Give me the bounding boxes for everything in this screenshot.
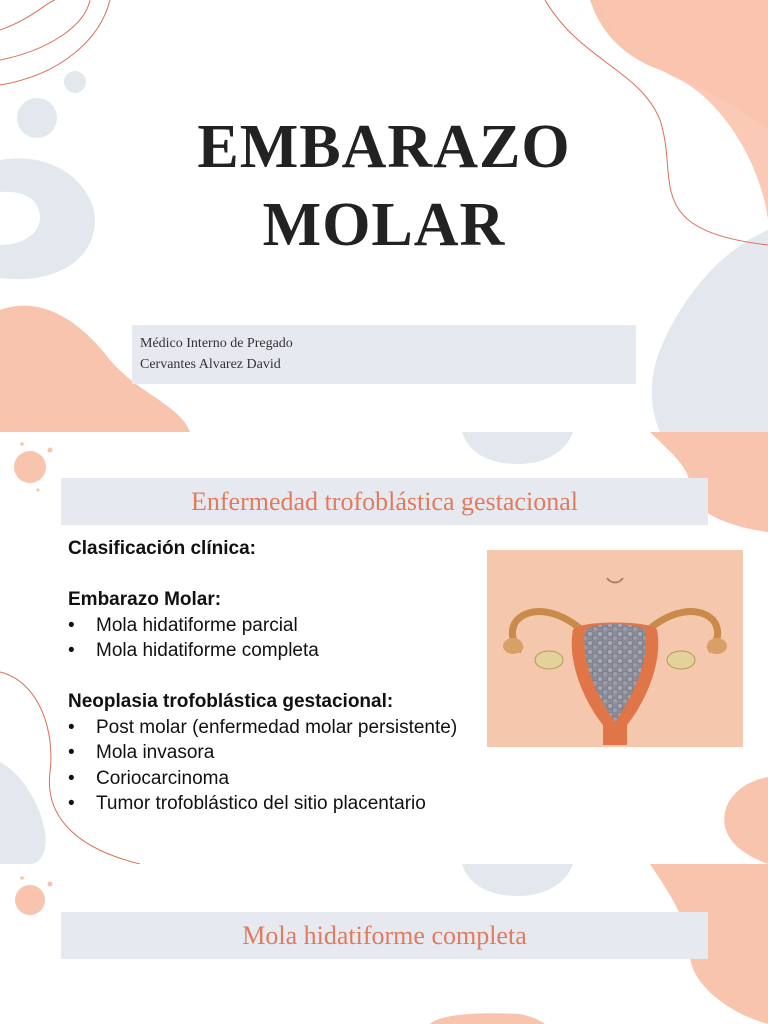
- author-box: [132, 325, 636, 384]
- uterus-molar-illustration: [487, 550, 743, 747]
- list-item: [68, 638, 488, 664]
- spacer: [68, 664, 488, 690]
- classification-heading: Clasificación clínica:: [68, 538, 256, 559]
- neoplasia-heading: Neoplasia trofoblástica gestacional:: [68, 691, 394, 712]
- title-slide: [0, 0, 768, 432]
- list-item: [68, 613, 488, 639]
- list-item: [68, 791, 488, 817]
- list-item-label: Post molar (enfermedad molar persistente): [96, 716, 458, 738]
- bullet-icon: •: [68, 767, 75, 789]
- bullet-icon: •: [68, 640, 75, 661]
- list-item-label: Coriocarcinoma: [96, 767, 230, 789]
- list-item-label: Mola invasora: [96, 742, 215, 763]
- title-line-1: EMBARAZO: [197, 113, 571, 181]
- molar-heading: Embarazo Molar:: [68, 589, 222, 610]
- list-item: [68, 740, 488, 766]
- list-item-label: Tumor trofoblástico del sitio placentario: [96, 793, 426, 814]
- classification-content: [68, 536, 488, 817]
- molar-list: [68, 613, 488, 664]
- classification-slide: [0, 432, 768, 864]
- title-line-2: MOLAR: [262, 191, 506, 259]
- author-role: Médico Interno de Pregado: [140, 336, 293, 351]
- bullet-icon: •: [68, 793, 75, 814]
- spacer: [68, 562, 488, 588]
- list-item-label: Mola hidatiforme completa: [96, 640, 319, 661]
- section-banner: Mola hidatiforme completa: [61, 912, 708, 959]
- section-banner: Enfermedad trofoblástica gestacional: [61, 478, 708, 525]
- uterus-icon: [487, 550, 743, 747]
- bullet-icon: •: [68, 614, 75, 636]
- page-title: [0, 108, 768, 264]
- list-item-label: Mola hidatiforme parcial: [96, 614, 298, 636]
- bullet-icon: •: [68, 742, 75, 763]
- list-item: [68, 715, 488, 741]
- list-item: [68, 766, 488, 792]
- neoplasia-list: [68, 715, 488, 817]
- bullet-icon: •: [68, 716, 75, 738]
- author-name: Cervantes Alvarez David: [140, 357, 281, 372]
- complete-mole-slide: [0, 864, 768, 1024]
